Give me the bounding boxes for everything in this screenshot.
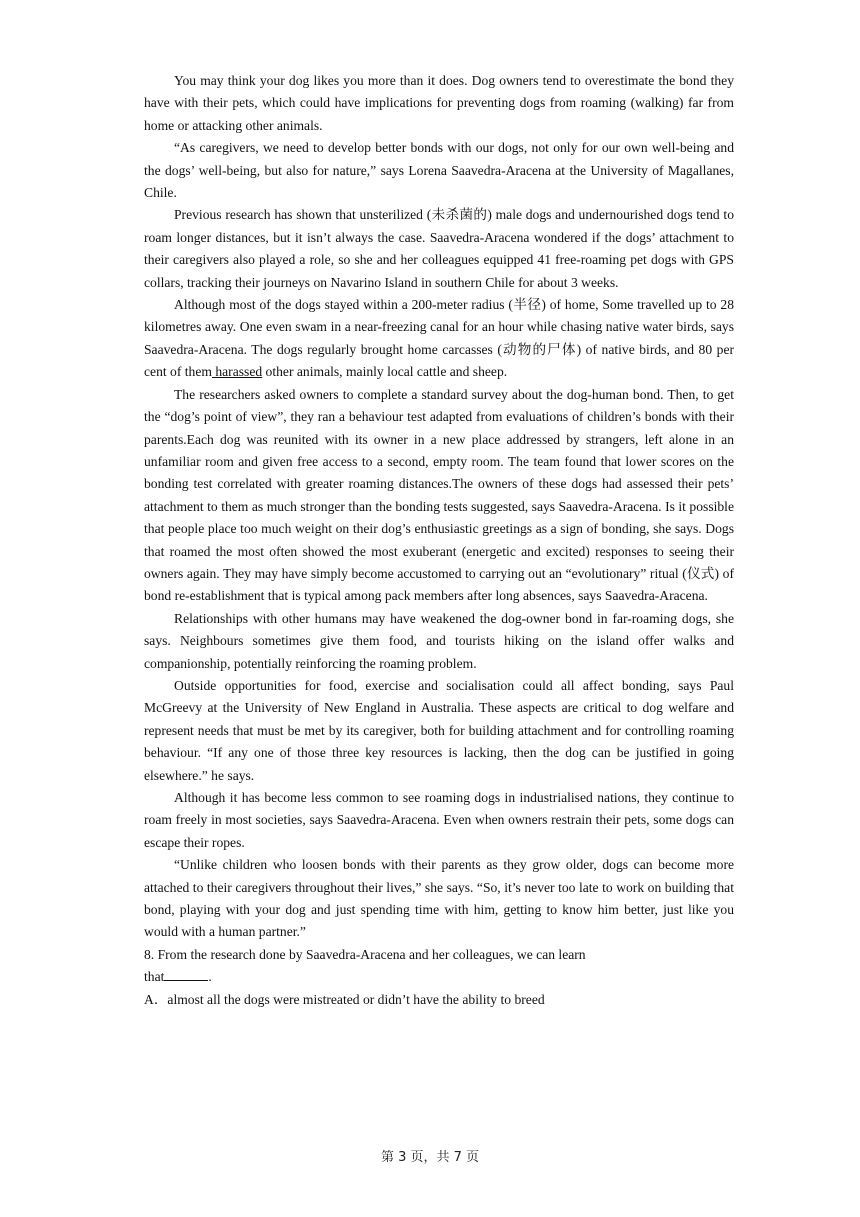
option-a: A．almost all the dogs were mistreated or didn’t have the ability to breed (144, 991, 545, 1007)
question-stem-end: . (208, 969, 212, 985)
paragraph-9: “Unlike children who loosen bonds with their parents as they grow older, dogs can become more attached to their caregivers throughout their lives,” she says. “So, it’s never too late to work on building that bond, playing with your dog and just spending time with him, getting to know him better, just like you would with a human partner.” (144, 857, 734, 940)
paragraph-2: “As caregivers, we need to develop better bonds with our dogs, not only for our own well-being and the dogs’ well-being, but also for nature,” says Lorena Saavedra-Aracena at the University of Magallanes, Chile. (144, 140, 734, 201)
question-stem-line1: 8. From the research done by Saavedra-Aracena and her colleagues, we can learn (144, 946, 586, 962)
question-stem-line2: that (144, 969, 165, 985)
paragraph-1: You may think your dog likes you more than it does. Dog owners tend to overestimate the bond they have with their pets, which could have implications for preventing dogs from roaming (walking) far from home or attacking other animals. (144, 73, 734, 133)
paragraph-4 (144, 294, 734, 384)
article-body (144, 70, 734, 1011)
paragraph-4-text: Although most of the dogs stayed within a 200-meter radius (半径) of home, Some travelled up to 28 kilometres away. One even swam in a near-freezing canal for an hour while chasing native water birds, says Saavedra-Aracena. The dogs regularly brought home carcasses (动物的尸体) of native birds, and 80 per cent of them (144, 297, 734, 380)
question-stem (144, 944, 734, 989)
paragraph-5: The researchers asked owners to complete a standard survey about the dog-human bond. Then, to get the “dog’s point of view”, they ran a behaviour test adapted from evaluations of children’s bonds with their parents.Each dog was reunited with its owner in a new place addressed by strangers, left alone in an unfamiliar room and given free access to a second, empty room. The team found that lower scores on the bonding test correlated with greater roaming distances.The owners of these dogs had assessed their pets’ attachment to them as much stronger than the bonding tests suggested, says Saavedra-Aracena. Is it possible that people place too much weight on their dog’s enthusiastic greetings as a sign of bonding, she says. Dogs that roamed the most often showed the most exuberant (energetic and excited) responses to seeing their owners again. They may have simply become accustomed to carrying out an “evolutionary” ritual (仪式) of bond re-establishment that is typical among pack members after long absences, says Saavedra-Aracena. (144, 386, 734, 604)
paragraph-6: Relationships with other humans may have weakened the dog-owner bond in far-roaming dogs, she says. Neighbours sometimes give them food, and tourists hiking on the island offer walks and companionship, potentially reinforcing the roaming problem. (144, 610, 734, 671)
paragraph-8: Although it has become less common to see roaming dogs in industrialised nations, they continue to roam freely in most societies, says Saavedra-Aracena. Even when owners restrain their pets, some dogs can escape their ropes. (144, 790, 734, 850)
answer-blank (164, 966, 208, 981)
paragraph-7: Outside opportunities for food, exercise and socialisation could all affect bonding, says Paul McGreevy at the University of New England in Australia. These aspects are critical to dog welfare and represent needs that must be met by its caregiver, both for building attachment and for controlling roaming behaviour. “If any one of those three key resources is lacking, then the dog can be justified in going elsewhere.” he says. (144, 677, 734, 783)
page-footer: 第 3 页，共 7 页 (380, 1150, 480, 1165)
underlined-word: harassed (211, 364, 263, 380)
paragraph-3: Previous research has shown that unsterilized (未杀菌的) male dogs and undernourished dogs tend to roam longer distances, but it isn’t always the case. Saavedra-Aracena wondered if the dogs’ attachment to their caregivers also played a role, so she and her colleagues equipped 41 free-roaming pet dogs with GPS collars, tracking their journeys on Navarino Island in southern Chile for about 3 weeks. (144, 207, 734, 290)
paragraph-4-text-end: other animals, mainly local cattle and sheep. (262, 364, 508, 380)
